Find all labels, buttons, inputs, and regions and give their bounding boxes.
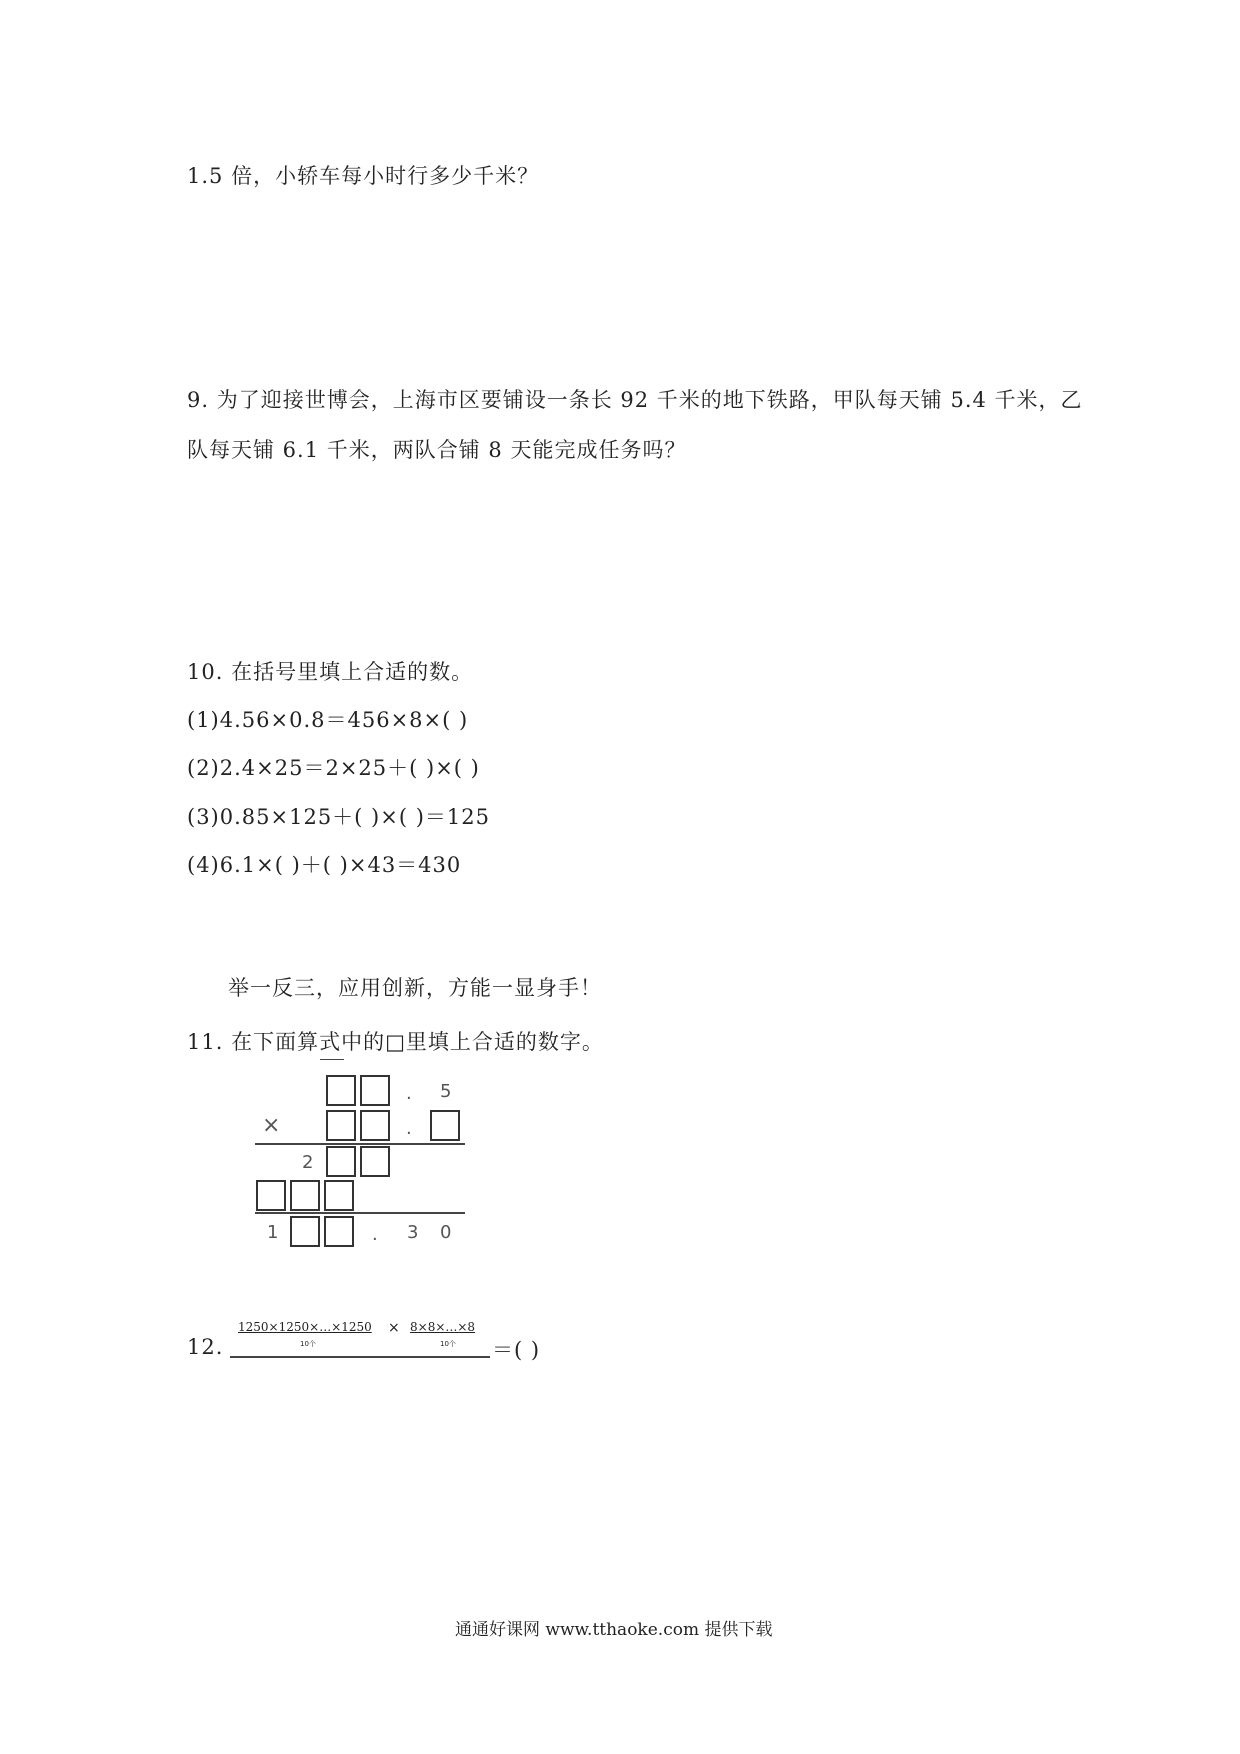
q11-box-r4c3[interactable] — [324, 1180, 354, 1211]
q11-dot-r5: . — [372, 1224, 378, 1245]
q11-box-r3c2[interactable] — [360, 1146, 390, 1177]
motto: 举一反三，应用创新，方能一显身手！ — [228, 976, 602, 1000]
q11-dot-r1: . — [406, 1083, 412, 1104]
q11-dot-r2: . — [406, 1118, 412, 1139]
q11-box-r4c1[interactable] — [256, 1180, 286, 1211]
q11-digit-0: 0 — [440, 1222, 452, 1243]
q9-line1: 9. 为了迎接世博会，上海市区要铺设一条长 92 千米的地下铁路，甲队每天铺 5.4 千米，乙 — [187, 388, 1083, 412]
q12-times: × — [388, 1320, 400, 1336]
q11-digit-2: 2 — [302, 1152, 314, 1173]
q11-top-mark — [320, 1059, 344, 1060]
q11-times-sign: × — [262, 1113, 281, 1138]
q8-tail: 1.5 倍，小轿车每小时行多少千米？ — [187, 164, 540, 188]
q10-item-2: (2)2.4×25＝2×25＋( )×( ) — [187, 756, 480, 780]
q11-box-r2c2[interactable] — [360, 1110, 390, 1141]
q12-under-right: 10个 — [440, 1340, 456, 1348]
q12-numerator-left: 1250×1250×…×1250 — [238, 1320, 372, 1334]
q11-box-r4c2[interactable] — [290, 1180, 320, 1211]
q12-number: 12. — [187, 1335, 224, 1359]
q10-item-3: (3)0.85×125＋( )×( )＝125 — [187, 805, 490, 829]
q9-line2: 队每天铺 6.1 千米，两队合铺 8 天能完成任务吗？ — [187, 438, 687, 462]
q11-box-r5c2[interactable] — [324, 1216, 354, 1247]
q11-box-r5c1[interactable] — [290, 1216, 320, 1247]
q12-under-left: 10个 — [300, 1340, 316, 1348]
q11-box-r1c2[interactable] — [360, 1075, 390, 1106]
q11-box-r3c1[interactable] — [326, 1146, 356, 1177]
q11-rule-2 — [255, 1212, 465, 1214]
q11-title: 11. 在下面算式中的□里填上合适的数字。 — [187, 1030, 604, 1054]
q11-box-r2c4[interactable] — [430, 1110, 460, 1141]
q11-box-r1c1[interactable] — [326, 1075, 356, 1106]
q10-item-1: (1)4.56×0.8＝456×8×( ) — [187, 708, 469, 732]
q10-title: 10. 在括号里填上合适的数。 — [187, 660, 474, 684]
q11-digit-1: 1 — [267, 1222, 279, 1243]
q11-box-r2c1[interactable] — [326, 1110, 356, 1141]
q12-answer-blank: ＝( ) — [492, 1338, 541, 1362]
q11-digit-3: 3 — [407, 1222, 419, 1243]
page-footer: 通通好课网 www.tthaoke.com 提供下载 — [455, 1620, 773, 1640]
q12-numerator-right: 8×8×…×8 — [410, 1320, 476, 1334]
q11-rule-1 — [255, 1143, 465, 1145]
q10-item-4: (4)6.1×( )＋( )×43＝430 — [187, 853, 462, 877]
q11-digit-5: 5 — [440, 1081, 452, 1102]
q12-fraction-bar — [230, 1356, 490, 1358]
